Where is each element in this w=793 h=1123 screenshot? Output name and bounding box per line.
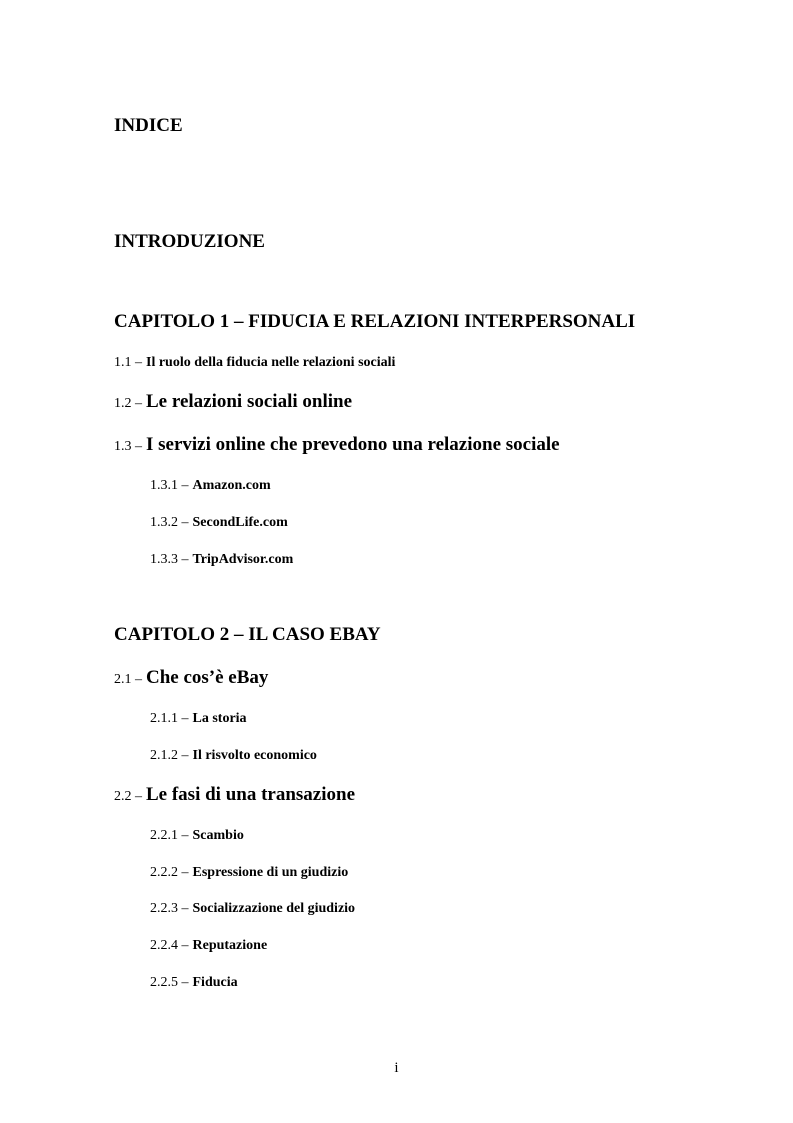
section-title: Il ruolo della fiducia nelle relazioni sociali [146,355,396,370]
section-number: 1.3 – [114,439,142,454]
toc-section-1-3[interactable] [114,435,560,454]
toc-subsection-2-1-1[interactable] [150,710,247,726]
subsection-title: Reputazione [192,938,268,953]
toc-section-2-2[interactable] [114,785,355,804]
subsection-number: 2.1.1 – [150,711,189,726]
page-number: i [394,1060,399,1076]
subsection-number: 1.3.3 – [150,552,189,567]
subsection-title: SecondLife.com [192,515,288,530]
subsection-title: TripAdvisor.com [192,552,294,567]
toc-subsection-1-3-2[interactable] [150,514,288,530]
subsection-number: 2.2.2 – [150,865,189,880]
toc-subsection-2-2-3[interactable] [150,900,355,916]
toc-introduction[interactable]: INTRODUZIONE [114,231,265,252]
section-title: Le fasi di una transazione [146,784,356,805]
subsection-number: 2.1.2 – [150,748,189,763]
toc-subsection-2-2-4[interactable] [150,937,267,953]
toc-subsection-2-2-5[interactable] [150,974,238,990]
subsection-number: 2.2.4 – [150,938,189,953]
subsection-title: Espressione di un giudizio [192,865,349,880]
section-number: 2.2 – [114,789,142,804]
subsection-title: Amazon.com [192,478,271,493]
section-title: I servizi online che prevedono una relazione sociale [146,434,560,455]
section-number: 1.2 – [114,396,142,411]
toc-section-1-2[interactable] [114,392,352,411]
subsection-number: 1.3.2 – [150,515,189,530]
section-title: Le relazioni sociali online [146,391,353,412]
toc-section-1-1[interactable] [114,354,395,370]
subsection-number: 1.3.1 – [150,478,189,493]
toc-subsection-1-3-3[interactable] [150,551,293,567]
subsection-title: Il risvolto economico [192,748,317,763]
subsection-number: 2.2.1 – [150,828,189,843]
section-number: 2.1 – [114,672,142,687]
toc-chapter-2[interactable]: CAPITOLO 2 – IL CASO EBAY [114,624,381,645]
toc-subsection-2-2-1[interactable] [150,827,244,843]
toc-section-2-1[interactable] [114,668,268,687]
toc-subsection-2-2-2[interactable] [150,864,348,880]
toc-subsection-1-3-1[interactable] [150,477,271,493]
subsection-title: Fiducia [192,975,238,990]
section-title: Che cos’è eBay [146,667,269,688]
subsection-title: La storia [192,711,247,726]
index-heading: INDICE [114,115,183,136]
toc-subsection-2-1-2[interactable] [150,747,317,763]
toc-chapter-1[interactable]: CAPITOLO 1 – FIDUCIA E RELAZIONI INTERPERSONALI [114,311,636,332]
subsection-number: 2.2.5 – [150,975,189,990]
subsection-title: Scambio [192,828,244,843]
section-number: 1.1 – [114,355,142,370]
subsection-title: Socializzazione del giudizio [192,901,356,916]
subsection-number: 2.2.3 – [150,901,189,916]
